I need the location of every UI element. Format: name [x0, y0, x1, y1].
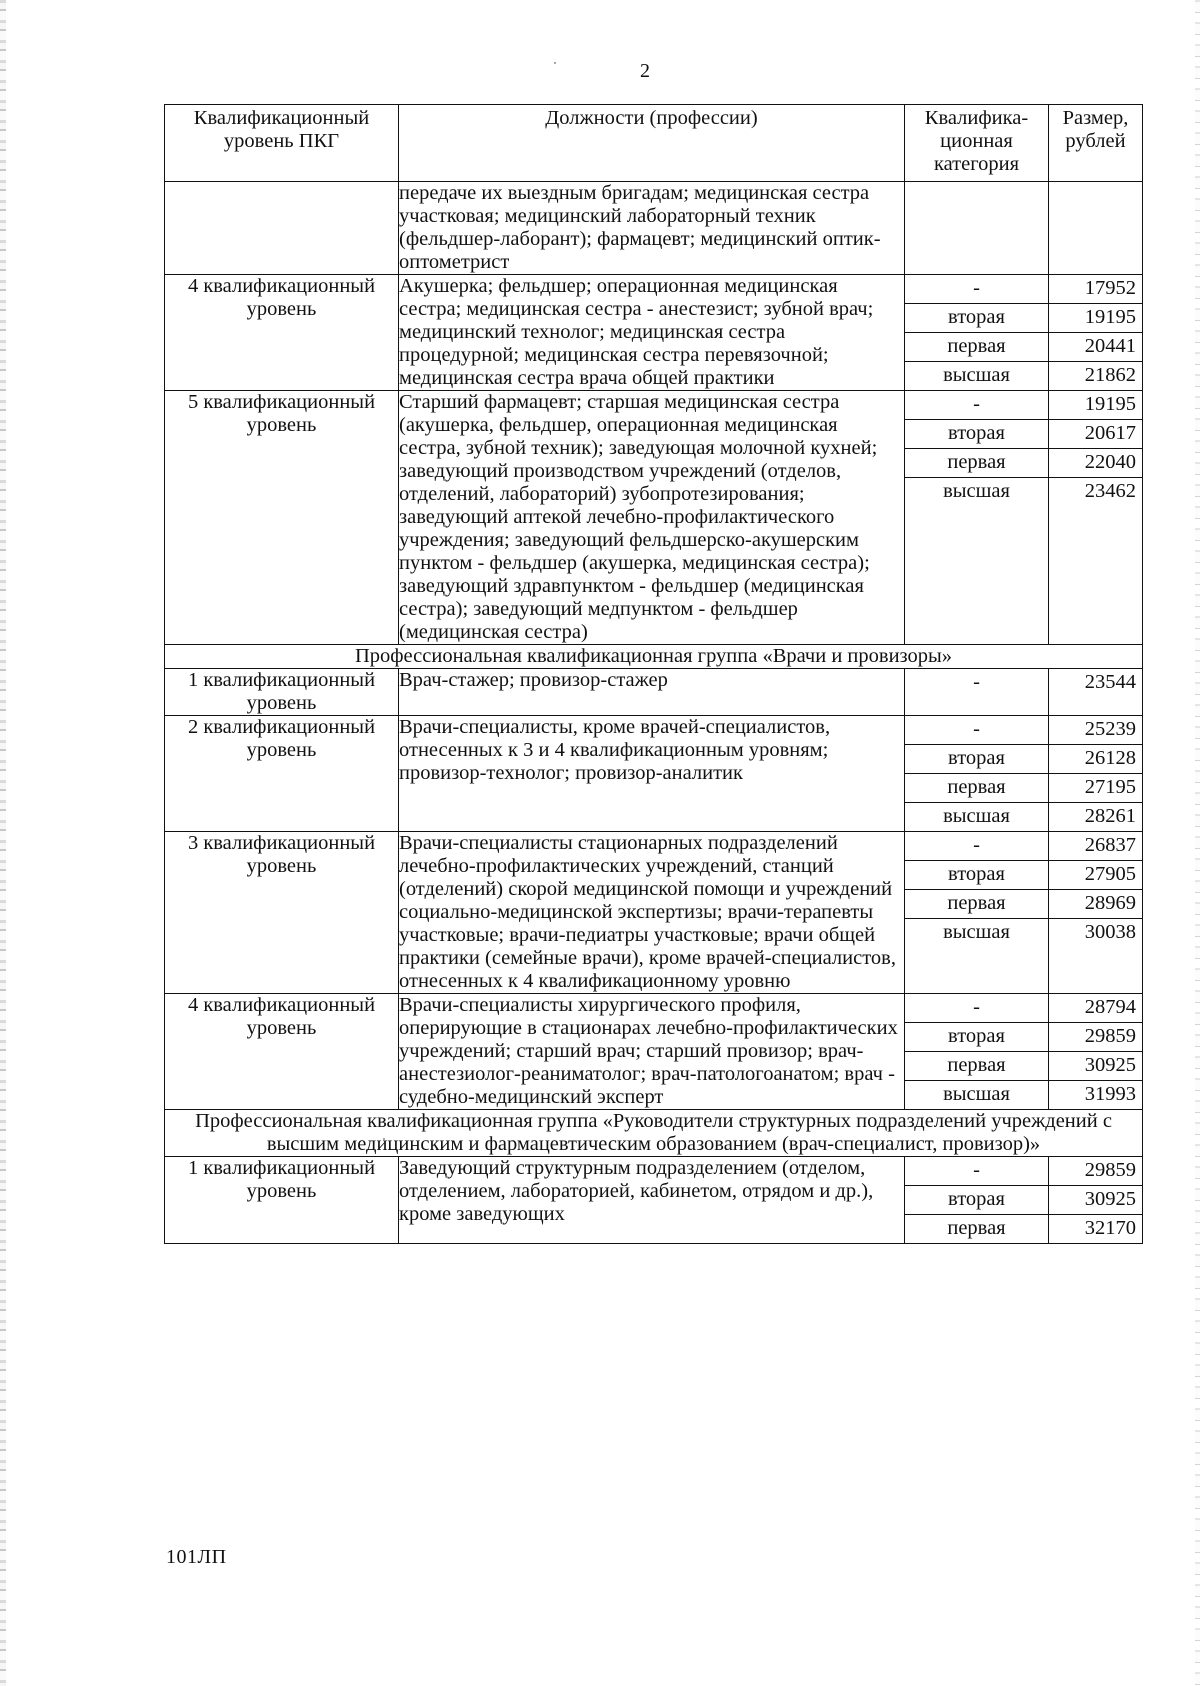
salary-value: 31993 — [1084, 1083, 1136, 1105]
salary-value: 19195 — [1049, 391, 1142, 420]
category-value: первая — [947, 1217, 1006, 1239]
table-row — [165, 391, 1143, 645]
category-value: высшая — [943, 921, 1010, 943]
group-row-doctors — [165, 645, 1143, 669]
positions-list: Врачи-специалисты, кроме врачей-специалистов, отнесенных к 3 и 4 квалификационным уровням; провизор-технолог; провизор-аналитик — [399, 716, 905, 832]
salary-value: 29859 — [1049, 1157, 1142, 1186]
qualification-level: 1 квалификационный уровень — [165, 1157, 399, 1244]
continuation-positions: передаче их выездным бригадам; медицинская сестра участковая; медицинский лабораторный техник (фельдшер-лаборант); фармацевт; медицинский оптик-оптометрист — [399, 182, 905, 275]
category-value: - — [905, 716, 1048, 745]
category-value: вторая — [905, 420, 1048, 449]
salary-value: 25239 — [1049, 716, 1142, 745]
positions-list: Врачи-специалисты хирургического профиля, оперирующие в стационарах лечебно-профилактических учреждений; старший врач; старший провизор; врач-анестезиолог-реаниматолог; врач-патологоанатом; врач - судебно-медицинский эксперт — [399, 994, 905, 1110]
table-row — [165, 1157, 1143, 1244]
category-value: - — [905, 391, 1048, 420]
category-value: - — [905, 994, 1048, 1023]
salary-table — [164, 104, 1143, 1244]
continuation-level — [165, 182, 399, 275]
category-cell — [905, 994, 1049, 1110]
salary-value: 27195 — [1049, 774, 1142, 803]
category-value: - — [905, 275, 1048, 304]
salary-value: 28261 — [1084, 805, 1136, 827]
continuation-category — [905, 182, 1049, 275]
salary-value: 26128 — [1049, 745, 1142, 774]
salary-cell — [1049, 391, 1143, 645]
salary-cell — [1049, 994, 1143, 1110]
category-value: вторая — [905, 1186, 1048, 1215]
document-code: 101ЛП — [166, 1546, 227, 1568]
qualification-level: 3 квалификационный уровень — [165, 832, 399, 994]
salary-value: 22040 — [1049, 449, 1142, 478]
category-cell — [905, 391, 1049, 645]
salary-value: 32170 — [1084, 1217, 1136, 1239]
scan-edge-right — [1195, 0, 1200, 1686]
qualification-level: 5 квалификационный уровень — [165, 391, 399, 645]
salary-value: 30925 — [1049, 1186, 1142, 1215]
table-row — [165, 832, 1143, 994]
category-value: первая — [905, 890, 1048, 919]
category-value: вторая — [905, 745, 1048, 774]
header-salary: Размер, рублей — [1049, 105, 1143, 182]
salary-value: 26837 — [1049, 832, 1142, 861]
positions-list: Врач-стажер; провизор-стажер — [399, 669, 905, 716]
table-row — [165, 275, 1143, 391]
positions-list: Заведующий структурным подразделением (отделом, отделением, лабораторией, кабинетом, отрядом и др.), кроме заведующих — [399, 1157, 905, 1244]
category-value: высшая — [943, 805, 1010, 827]
salary-value: 17952 — [1049, 275, 1142, 304]
category-value: высшая — [943, 1083, 1010, 1105]
category-value: первая — [905, 449, 1048, 478]
salary-cell — [1049, 1157, 1143, 1244]
table-row — [165, 716, 1143, 832]
salary-value: 23544 — [1084, 671, 1136, 693]
salary-value: 30925 — [1049, 1052, 1142, 1081]
group-title: Профессиональная квалификационная группа «Врачи и провизоры» — [165, 645, 1143, 669]
category-cell — [905, 275, 1049, 391]
category-cell — [905, 832, 1049, 994]
salary-value: 23462 — [1084, 480, 1136, 502]
positions-list: Акушерка; фельдшер; операционная медицинская сестра; медицинская сестра - анестезист; зубной врач; медицинский технолог; медицинская сестра процедурной; медицинская сестра перевязочной; медицинская сестра врача общей практики — [399, 275, 905, 391]
category-value: вторая — [905, 304, 1048, 333]
header-level: Квалификационный уровень ПКГ — [165, 105, 399, 182]
salary-value: 28969 — [1049, 890, 1142, 919]
salary-cell — [1049, 832, 1143, 994]
table-row — [165, 669, 1143, 716]
table-row — [165, 994, 1143, 1110]
category-value: вторая — [905, 1023, 1048, 1052]
qualification-level: 4 квалификационный уровень — [165, 994, 399, 1110]
continuation-row — [165, 182, 1143, 275]
category-value: первая — [905, 333, 1048, 362]
salary-cell — [1049, 275, 1143, 391]
scan-edge-left — [0, 0, 6, 1686]
salary-value: 20617 — [1049, 420, 1142, 449]
category-value: - — [905, 1157, 1048, 1186]
category-cell — [905, 716, 1049, 832]
category-value: первая — [905, 1052, 1048, 1081]
salary-value: 27905 — [1049, 861, 1142, 890]
table-header-row — [165, 105, 1143, 182]
positions-list: Врачи-специалисты стационарных подразделений лечебно-профилактических учреждений, станций (отделений) скорой медицинской помощи и учреждений социально-медицинской экспертизы; врачи-терапевты участковые; врачи-педиатры участковые; врачи общей практики (семейные врачи), кроме врачей-специалистов, отнесенных к 4 квалификационному уровню — [399, 832, 905, 994]
category-value: вторая — [905, 861, 1048, 890]
salary-value: 29859 — [1049, 1023, 1142, 1052]
qualification-level: 2 квалификационный уровень — [165, 716, 399, 832]
salary-value: 19195 — [1049, 304, 1142, 333]
category-value: высшая — [943, 364, 1010, 386]
header-category: Квалифика-ционная категория — [905, 105, 1049, 182]
salary-cell — [1049, 669, 1143, 716]
category-cell — [905, 669, 1049, 716]
header-positions: Должности (профессии) — [399, 105, 905, 182]
qualification-level: 4 квалификационный уровень — [165, 275, 399, 391]
category-value: - — [973, 671, 980, 693]
salary-value: 28794 — [1049, 994, 1142, 1023]
page-number: 2 — [640, 60, 650, 82]
salary-value: 21862 — [1084, 364, 1136, 386]
salary-value: 30038 — [1084, 921, 1136, 943]
positions-list: Старший фармацевт; старшая медицинская сестра (акушерка, фельдшер, операционная медицинская сестра, зубной техник); заведующая молочной кухней; заведующий производством учреждений (отделов, отделений, лабораторий) зубопротезирования; заведующий аптекой лечебно-профилактического учреждения; заведующий фельдшерско-акушерским пунктом - фельдшер (акушерка, медицинская сестра); заведующий здравпунктом - фельдшер (медицинская сестра); заведующий медпунктом - фельдшер (медицинская сестра) — [399, 391, 905, 645]
salary-cell — [1049, 716, 1143, 832]
category-cell — [905, 1157, 1049, 1244]
category-value: первая — [905, 774, 1048, 803]
continuation-salary — [1049, 182, 1143, 275]
category-value: - — [905, 832, 1048, 861]
category-value: высшая — [943, 480, 1010, 502]
group-title: Профессиональная квалификационная группа «Руководители структурных подразделений учреждений с высшим медицинским и фармацевтическим образованием (врач-специалист, провизор)» — [165, 1110, 1143, 1157]
group-row-heads — [165, 1110, 1143, 1157]
salary-value: 20441 — [1049, 333, 1142, 362]
qualification-level: 1 квалификационный уровень — [165, 669, 399, 716]
